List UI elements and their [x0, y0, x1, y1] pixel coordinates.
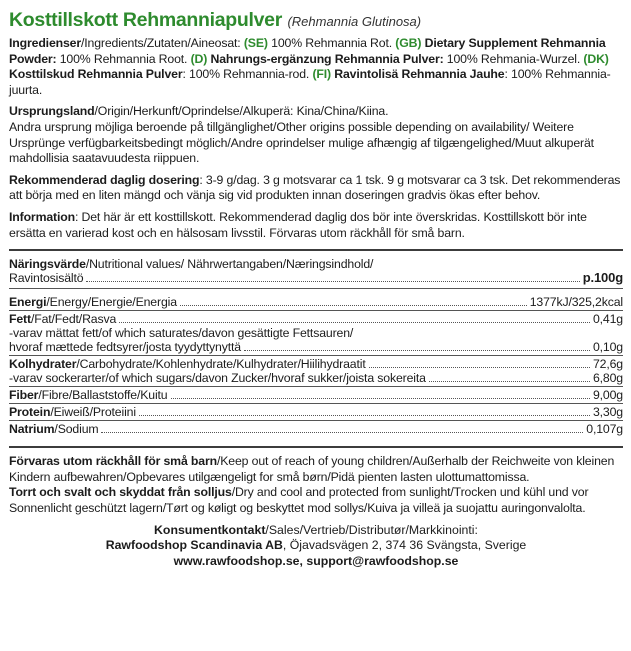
nutrition-row-sugars: -varav sockerarter/of which sugars/davon Zucker/hvoraf sukker/joista sokereita 6,80g — [9, 371, 623, 386]
lang-code-gb: (GB) — [395, 36, 422, 50]
storage-dry: Torrt och svalt och skyddat från solljus/Dry and cool and protected from sunlight/Trocken und kühl und vor Sonnenlicht geschützt lagern/Tørt og køligt og beskyttet mod sollys/Kuiva ja villeä ja suojattu auringonvalolta. — [9, 485, 589, 515]
lang-code-fi: (FI) — [312, 67, 331, 82]
nutrition-table — [9, 257, 623, 436]
nutrition-row-saturates-line1: -varav mättat fett/of which saturates/davon gesättigte Fettsauren/ — [9, 326, 354, 341]
contact-section: Konsumentkontakt/Sales/Vertrieb/Distributør/Markkinointi: Rawfoodshop Scandinavia AB, Öjavadsvägen 2, 374 36 Svängsta, Sverige www.rawfoodshop.se, support@rawfoodshop.se — [105, 522, 527, 568]
company-name: Rawfoodshop Scandinavia AB — [105, 538, 283, 553]
nutrition-row-protein: Protein/Eiweiß/Proteiini 3,30g — [9, 405, 623, 420]
divider-top — [9, 249, 623, 251]
origin-section: Ursprungsland/Origin/Herkunft/Oprindelse/Alkuperä: Kina/China/Kiina. Andra ursprung möjliga beroende på tillgänglighet/Other origins possible depending on availability/ Weitere Ursprünge verfügbarkeitsbedingt möglich/Andre oprindelser mulige afhængig af tilgængelighed/Muut alkuperät mahdollisia saatavuudesta riippuen. — [9, 104, 594, 166]
ingredients-section: Ingredienser/Ingredients/Zutaten/Aineosat: (SE) 100% Rehmannia Rot. (GB) Dietary Supplement Rehmannia Powder: 100% Rehmannia Root. (D) Nahrungs-ergänzung Rehmannia Pulver: 100% Rehmania-Wurzel. (DK) Kosttilskud Rehmannia Pulver: 100% Rehmannia-rod. (FI) Ravintolisä Rehmannia Jauhe: 100% Rehmannia-juurta. — [9, 36, 611, 97]
origin-heading: Ursprungsland — [9, 104, 95, 119]
nutrition-row-energy: Energi/Energy/Energie/Energia 1377kJ/325,2kcal — [9, 295, 623, 310]
lang-code-d: (D) — [190, 51, 208, 66]
per-100g: p.100g — [582, 270, 623, 286]
lang-code-se: (SE) — [243, 36, 268, 50]
nutrition-row-fat: Fett/Fat/Fedt/Rasva 0,41g — [9, 312, 623, 327]
divider-bottom — [9, 446, 623, 448]
product-name: Kosttillskott Rehmanniapulver — [9, 9, 283, 31]
dosage-heading: Rekommenderad daglig dosering — [9, 172, 200, 187]
product-label — [9, 8, 623, 569]
contact-heading: Konsumentkontakt — [154, 522, 266, 537]
nutrition-heading: Näringsvärde/Nutritional values/ Nährwertangaben/Næringsindhold/ — [9, 257, 374, 272]
nutrition-row-carbohydrate: Kolhydrater/Carbohydrate/Kohlenhydrate/Kulhydrater/Hiilihydraatit 72,6g — [9, 357, 623, 372]
information-text: : Det här är ett kosttillskott. Rekommenderad daglig dos bör inte överskridas. Kosttillskott bör inte ersätta en varierad kost och en hälsosam livsstil. Förvaras utom räckhåll för små barn. — [9, 209, 587, 240]
nutrition-row-fibre: Fiber/Fibre/Ballaststoffe/Kuitu 9,00g — [9, 388, 623, 403]
latin-name: (Rehmannia Glutinosa) — [287, 14, 422, 29]
lang-code-dk: (DK) — [583, 51, 609, 66]
origin-text: Andra ursprung möjliga beroende på tillgänglighet/Other origins possible depending on availability/ Weitere Ursprünge verfügbarkeitsbedingt möglich/Andre oprindelser mulige afhængig af tilgængelighed/Muut alkuperät mahdollisia saatavuudesta riippuen. — [9, 119, 594, 166]
storage-children: Förvaras utom räckhåll för små barn/Keep out of reach of young children/Außerhalb der Reichweite von kleinen Kindern aufbewahren/Opbevares utilgængeligt for små børn/Pidä pienten lasten ulottumattomissa. — [9, 454, 615, 484]
nutrition-per-row: Ravintosisältö p.100g — [9, 270, 623, 286]
dosage-text: : 3-9 g/dag. 3 g motsvarar ca 1 tsk. 9 g motsvarar ca 3 tsk. Det rekommenderas att börja med en liten mängd och vänja sig vid produkten innan doseringen gradvis ökas efter behov. — [9, 172, 621, 203]
ingredients-heading: Ingredienser — [9, 36, 82, 50]
information-section — [9, 210, 623, 241]
web-contact: www.rawfoodshop.se, support@rawfoodshop.se — [173, 553, 459, 568]
nutrition-row-saturates: hvoraf mættede fedtsyrer/josta tyydyttynyttä 0,10g — [9, 340, 623, 355]
nutrition-row-sodium: Natrium/Sodium 0,107g — [9, 422, 623, 437]
information-heading: Information — [9, 209, 75, 224]
company-address: , Öjavadsvägen 2, 374 36 Svängsta, Sverige — [282, 538, 527, 553]
dosage-section — [9, 173, 623, 204]
product-title — [9, 8, 623, 34]
